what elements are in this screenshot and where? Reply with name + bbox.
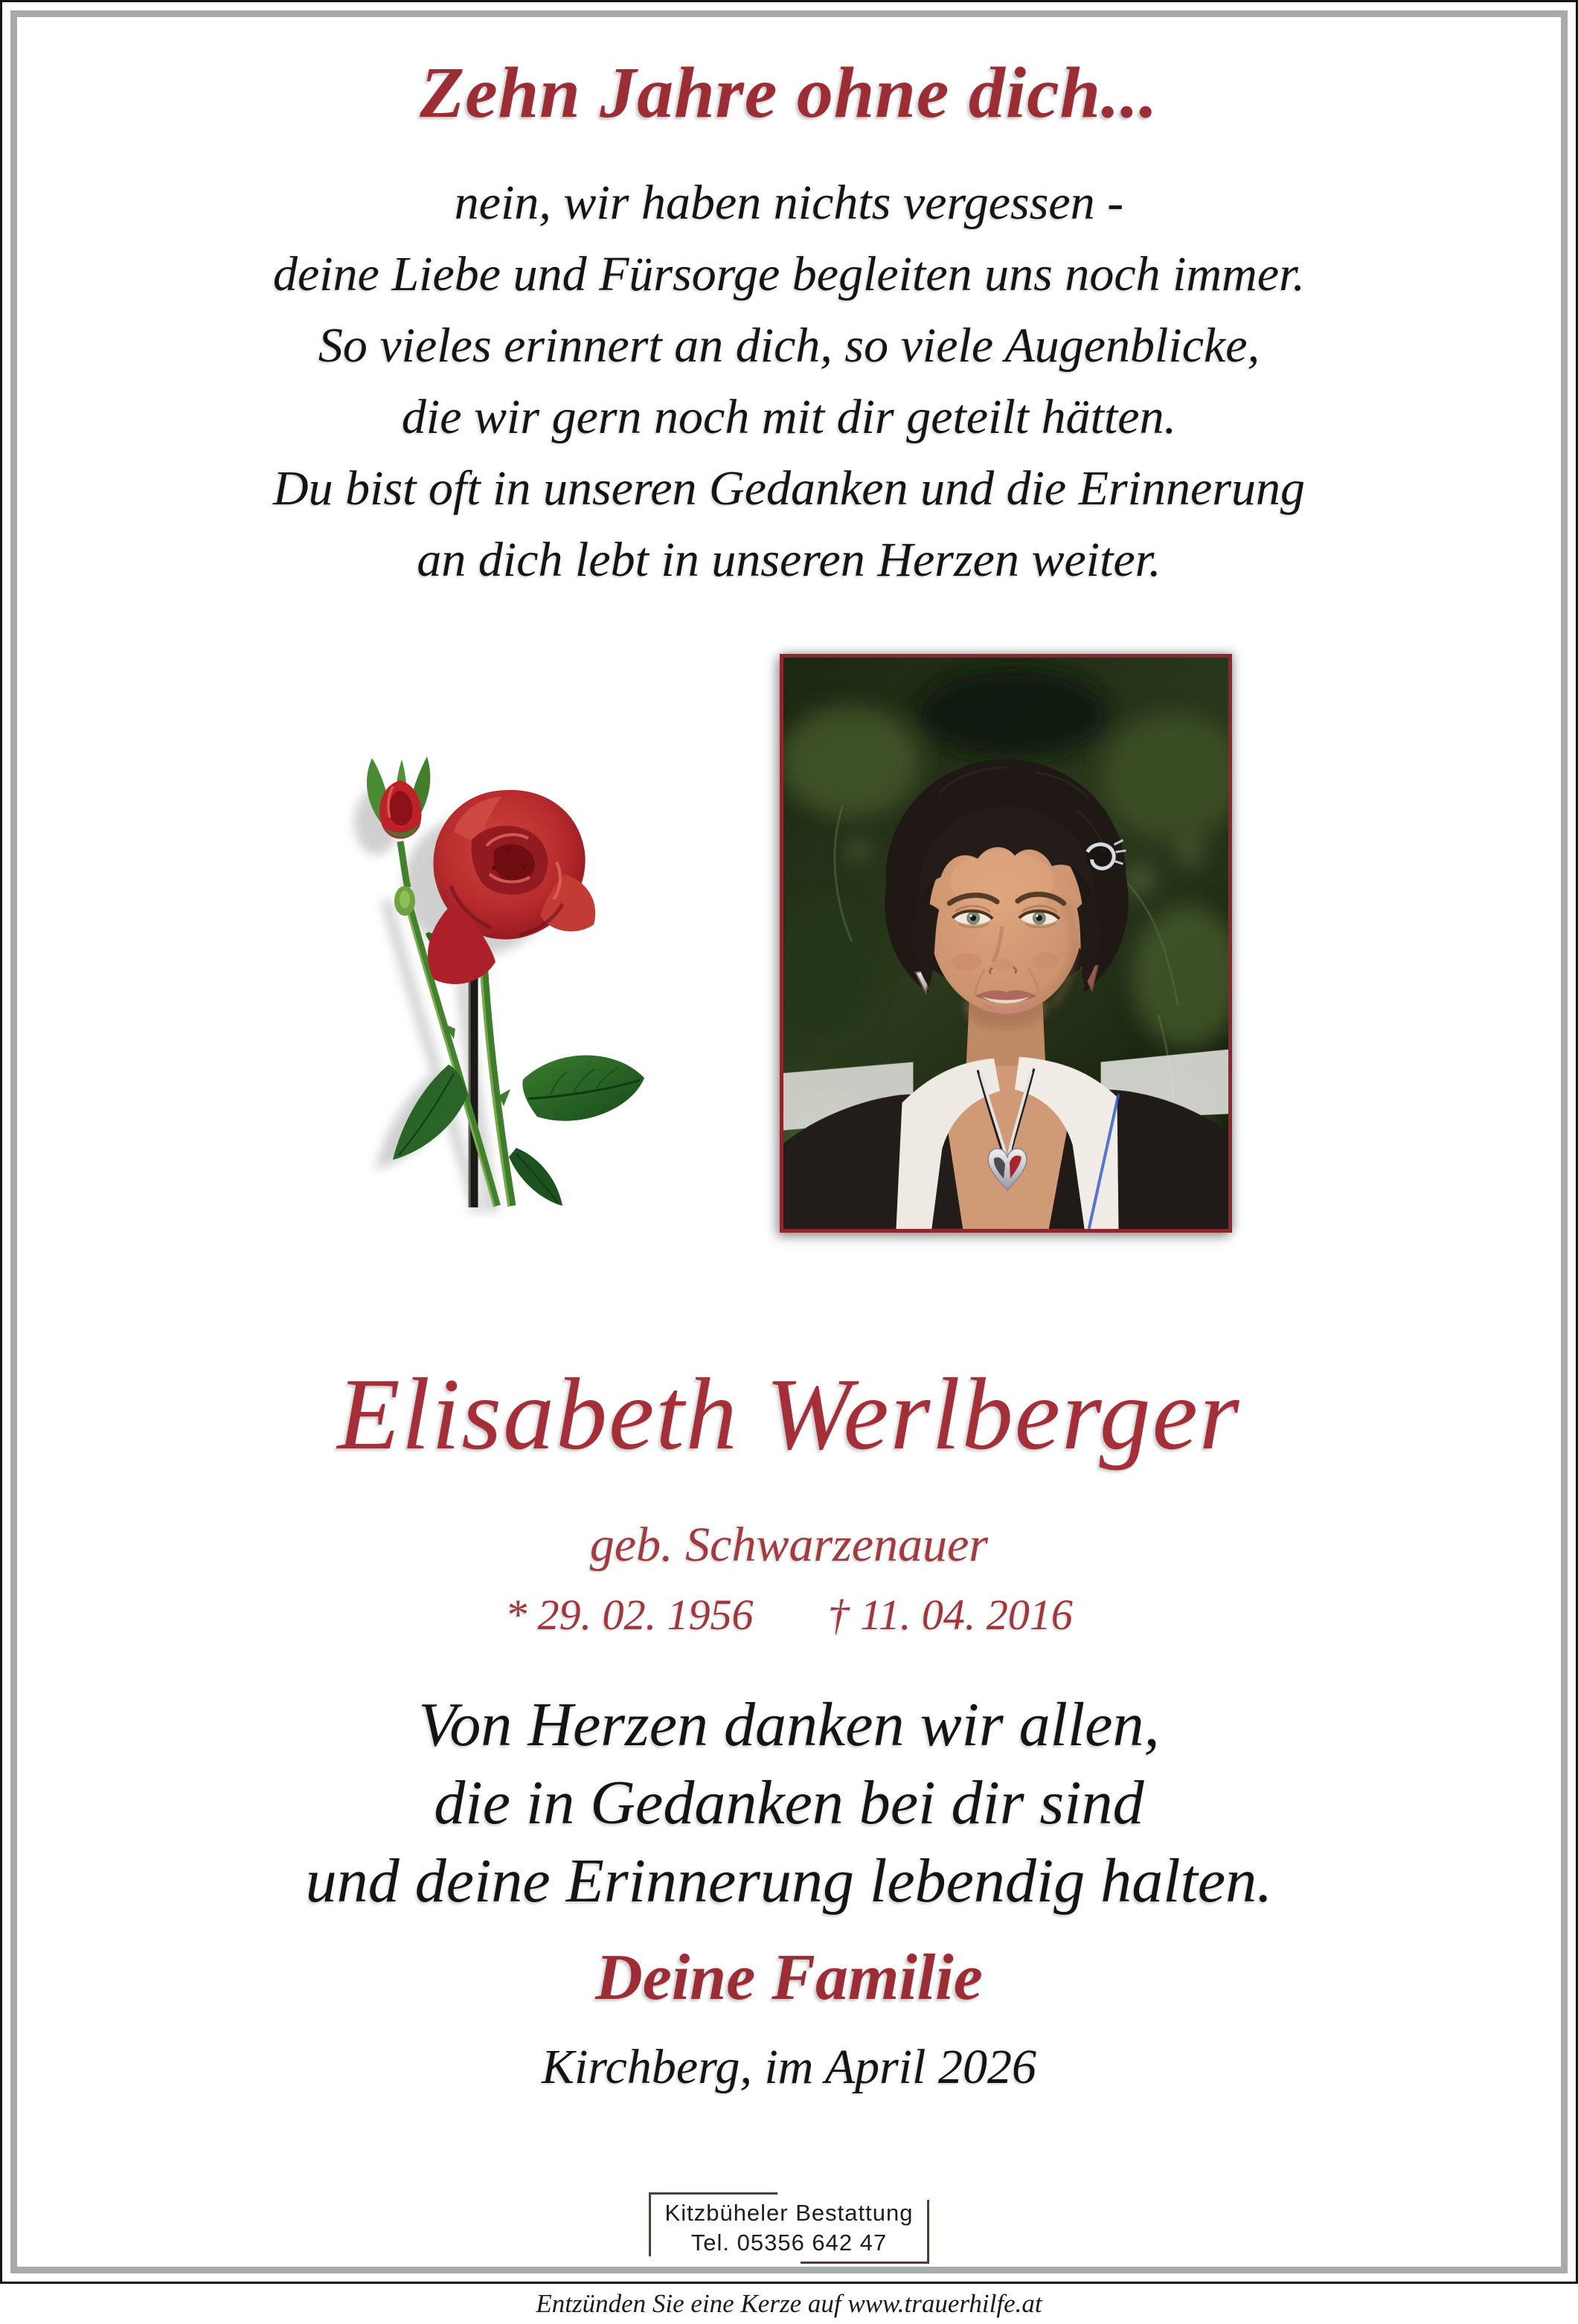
- rose-illustration-wrap: [296, 709, 664, 1219]
- poem-line: deine Liebe und Fürsorge begleiten uns noch immer.: [273, 247, 1305, 301]
- place-and-date: Kirchberg, im April 2026: [542, 2040, 1036, 2094]
- portrait-photo: [783, 658, 1228, 1229]
- funeral-home-logo: [649, 2192, 930, 2264]
- card-title: Zehn Jahre ohne dich...: [420, 53, 1158, 133]
- poem-line: So vieles erinnert an dich, so viele Augenblicke,: [318, 318, 1260, 373]
- deceased-name: Elisabeth Werlberger: [337, 1357, 1241, 1471]
- footer-strip: [0, 2284, 1578, 2324]
- poem-line: die wir gern noch mit dir geteilt hätten.: [401, 390, 1177, 444]
- poem-line: Du bist oft in unseren Gedanken und die Erinnerung: [272, 461, 1306, 516]
- poem-line: an dich lebt in unseren Herzen weiter.: [417, 533, 1161, 587]
- funeral-home-phone: Tel. 05356 642 47: [690, 2230, 888, 2256]
- thanks-line: Von Herzen danken wir allen,: [418, 1690, 1160, 1759]
- memorial-poem: [2, 167, 1576, 596]
- candle-hint-text: Entzünden Sie eine Kerze auf www.trauerhilfe.at: [536, 2289, 1042, 2318]
- maiden-name: geb. Schwarzenauer: [589, 1518, 989, 1572]
- funeral-home-name: Kitzbüheler Bestattung: [664, 2200, 914, 2226]
- life-dates: [2, 1590, 1576, 1640]
- poem-line: nein, wir haben nichts vergessen -: [454, 176, 1124, 230]
- death-date: † 11. 04. 2016: [827, 1590, 1073, 1639]
- thanks-text: [2, 1686, 1576, 1920]
- thanks-line: die in Gedanken bei dir sind: [434, 1768, 1144, 1837]
- rose-icon: [296, 709, 664, 1219]
- photo-frame: [780, 654, 1232, 1233]
- closing-signature: Deine Familie: [595, 1942, 983, 2014]
- birth-date: * 29. 02. 1956: [505, 1590, 754, 1639]
- thanks-line: und deine Erinnerung lebendig halten.: [305, 1846, 1273, 1916]
